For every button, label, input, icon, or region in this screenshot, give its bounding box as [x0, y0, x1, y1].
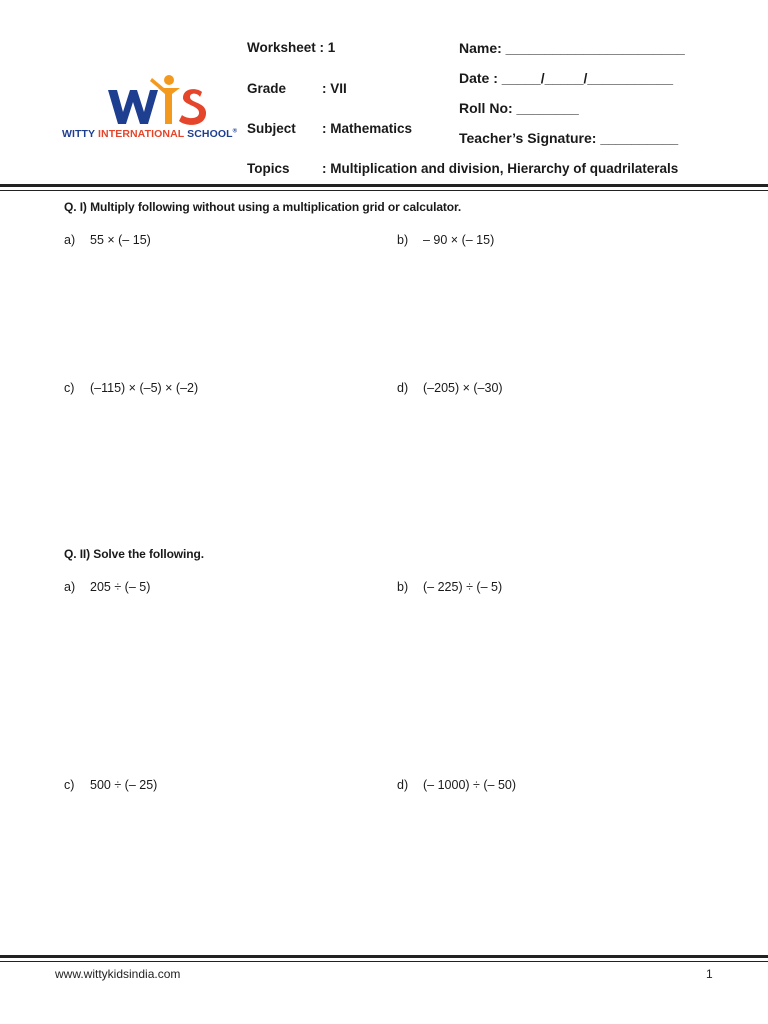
item-label: b) — [397, 580, 409, 594]
footer-divider-thin — [0, 961, 768, 962]
item-expression: 55 × (– 15) — [90, 233, 151, 247]
topics-label: Topics — [247, 161, 290, 176]
worksheet-number: Worksheet : 1 — [247, 40, 336, 55]
subject-label: Subject — [247, 121, 296, 136]
grade-value: : VII — [322, 81, 347, 96]
item-label: b) — [397, 233, 409, 247]
school-name-part1: WITTY — [62, 128, 98, 140]
question-2-heading: Q. II) Solve the following. — [64, 547, 204, 561]
question-2-item-a — [64, 580, 150, 594]
footer-website-link[interactable]: www.wittykidsindia.com — [55, 967, 181, 981]
school-name-part2: INTERNATIONAL — [98, 128, 188, 140]
item-expression: (– 1000) ÷ (– 50) — [423, 778, 517, 792]
roll-number-field[interactable]: Roll No: ________ — [459, 100, 579, 116]
header-divider-thin — [0, 190, 768, 191]
item-expression: (– 225) ÷ (– 5) — [423, 580, 503, 594]
item-expression: 500 ÷ (– 25) — [90, 778, 158, 792]
question-2-item-c — [64, 778, 157, 792]
item-expression: (–115) × (–5) × (–2) — [90, 381, 199, 395]
question-2-item-b — [397, 580, 502, 594]
item-expression: – 90 × (– 15) — [423, 233, 495, 247]
date-field[interactable]: Date : _____/_____/___________ — [459, 70, 674, 86]
grade-label: Grade — [247, 81, 287, 96]
name-field[interactable]: Name: _______________________ — [459, 40, 685, 56]
item-label: a) — [64, 580, 76, 594]
question-1-item-c — [64, 381, 198, 395]
question-1-item-b — [397, 233, 494, 247]
item-label: d) — [397, 381, 409, 395]
question-1-item-a — [64, 233, 151, 247]
registered-mark: ® — [232, 128, 238, 135]
topics-value: : Multiplication and division, Hierarchy of quadrilaterals — [322, 161, 679, 176]
subject-value: : Mathematics — [322, 121, 413, 136]
question-2-item-d — [397, 778, 516, 792]
footer-divider-thick — [0, 955, 768, 958]
question-1-item-d — [397, 381, 503, 395]
school-name — [62, 128, 237, 140]
wis-logo-mark — [106, 72, 226, 128]
item-label: c) — [64, 778, 75, 792]
header-divider-thick — [0, 184, 768, 187]
item-label: c) — [64, 381, 75, 395]
item-label: a) — [64, 233, 76, 247]
question-1-heading: Q. I) Multiply following without using a multiplication grid or calculator. — [64, 200, 462, 214]
teacher-signature-field[interactable]: Teacher’s Signature: __________ — [459, 130, 679, 146]
item-expression: (–205) × (–30) — [423, 381, 503, 395]
item-label: d) — [397, 778, 409, 792]
school-logo — [62, 72, 244, 152]
item-expression: 205 ÷ (– 5) — [90, 580, 151, 594]
school-name-part3: SCHOOL — [187, 128, 233, 140]
page-number: 1 — [706, 967, 713, 981]
